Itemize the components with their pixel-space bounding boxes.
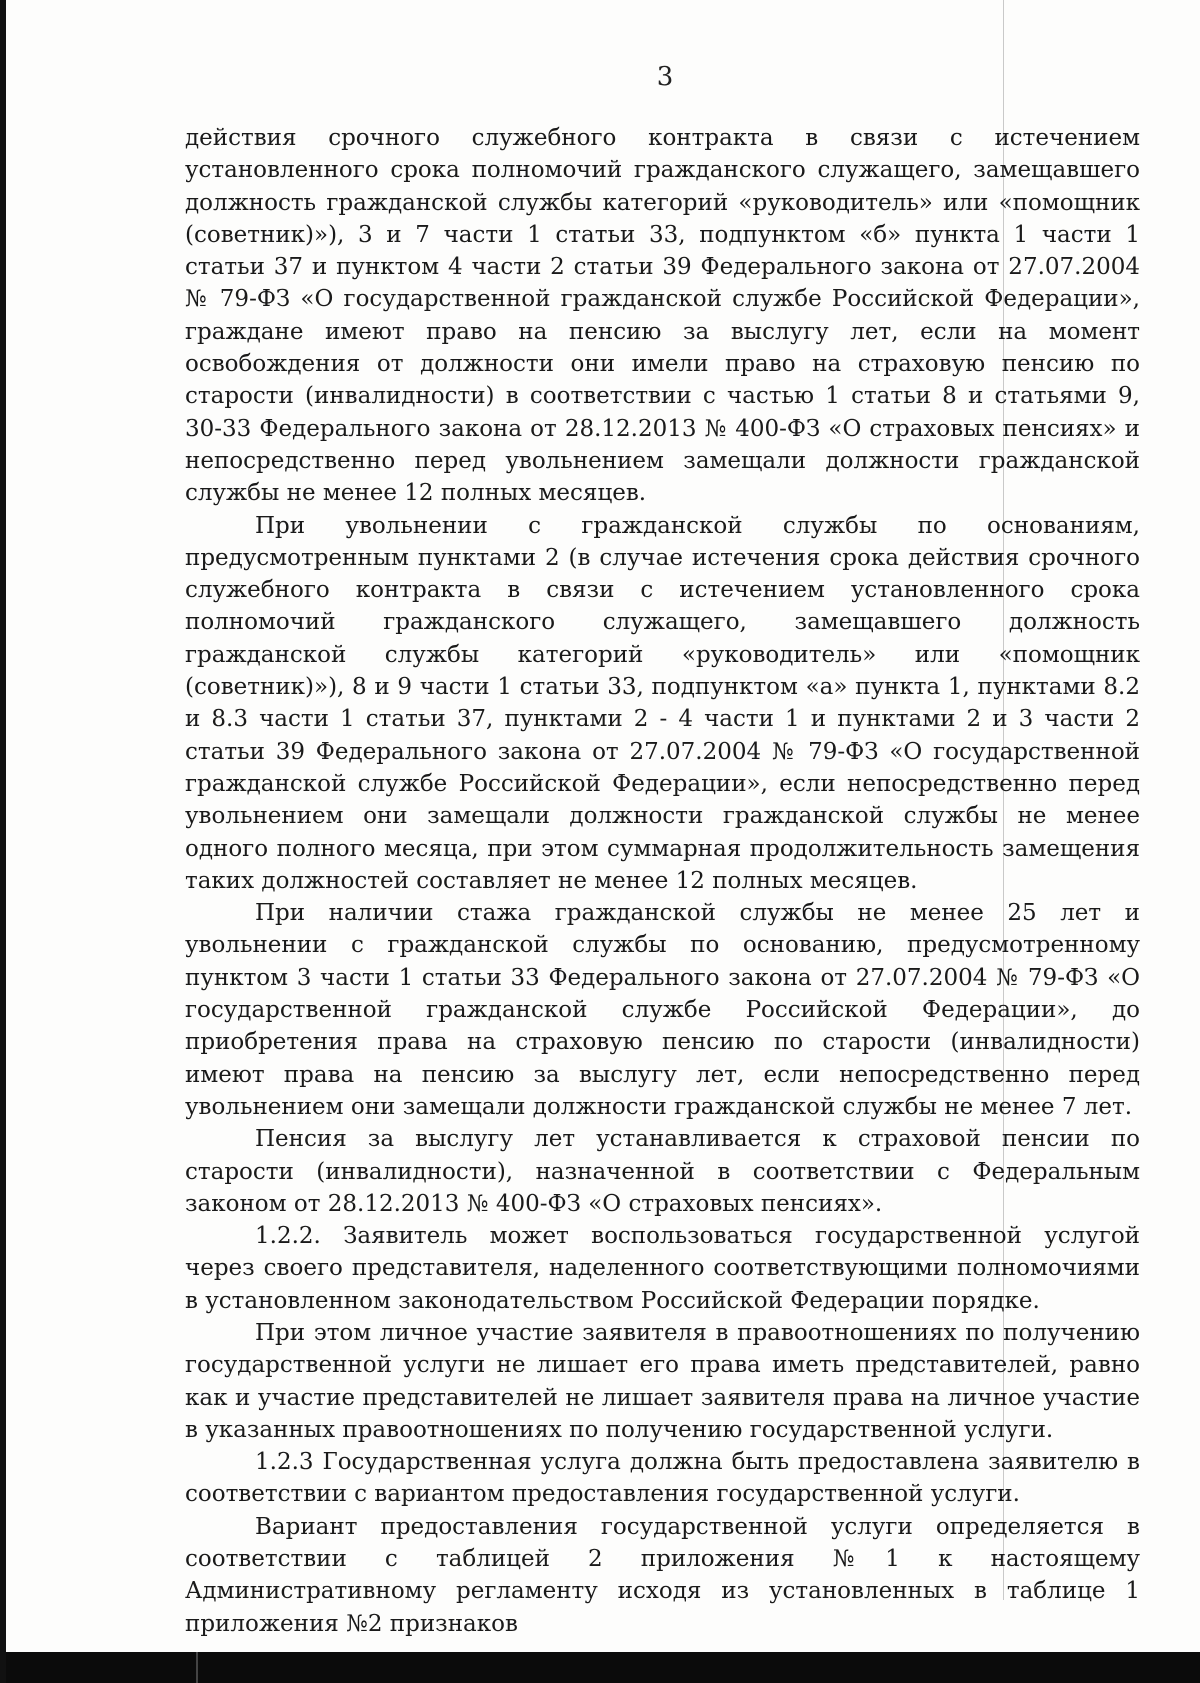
paragraph: Вариант предоставления государственной услуги определяется в соответствии с таблицей 2 приложения №1 к настоящему Административному регламенту исходя из установленных в таблице 1 приложения №2 признаков [185, 1513, 1140, 1637]
paragraph: Пенсия за выслугу лет устанавливается к страховой пенсии по старости (инвалидности), назначенной в соответствии с Федеральным законом от 28.12.2013 № 400-ФЗ «О страховых пенсиях». [185, 1126, 1140, 1217]
paragraph: При этом личное участие заявителя в правоотношениях по получению государственной услуги не лишает его права иметь представителей, равно как и участие представителей не лишает заявителя права на личное участие в указанных правоотношениях по получению государственной услуги. [185, 1319, 1140, 1443]
paragraph: При увольнении с гражданской службы по основаниям, предусмотренным пунктами 2 (в случае истечения срока действия срочного служебного контракта в связи с истечением установленного срока полномочий гражданского служащего, замещавшего должность гражданской службы категорий «руководитель» или «помощник (советник)»), 8 и 9 части 1 статьи 33, подпунктом «а» пункта 1, пунктами 8.2 и 8.3 части 1 статьи 37, пунктами 2 - 4 части 1 и пунктами 2 и 3 части 2 статьи 39 Федерального закона от 27.07.2004 № 79-ФЗ «О государственной гражданской службе Российской Федерации», если непосредственно перед увольнением они замещали должности гражданской службы не менее одного полного месяца, при этом суммарная продолжительность замещения таких должностей составляет не менее 12 полных месяцев. [185, 512, 1140, 894]
scan-bottom-band-gap [196, 1652, 198, 1683]
paragraph: действия срочного служебного контракта в связи с истечением установленного срока полномочий гражданского служащего, замещавшего должность гражданской службы категорий «руководитель» или «помощник (советник)»), 3 и 7 части 1 статьи 33, подпунктом «б» пункта 1 части 1 статьи 37 и пунктом 4 части 2 статьи 39 Федерального закона от 27.07.2004 № 79-ФЗ «О государственной гражданской службе Российской Федерации», граждане имеют право на пенсию за выслугу лет, если на момент освобождения от должности они имели право на страховую пенсию по старости (инвалидности) в соответствии с частью 1 статьи 8 и статьями 9, 30-33 Федерального закона от 28.12.2013 № 400-ФЗ «О страховых пенсиях» и непосредственно перед увольнением замещали должности гражданской службы не менее 12 полных месяцев. [185, 125, 1140, 507]
scan-left-edge [0, 0, 6, 1683]
paragraph: 1.2.3 Государственная услуга должна быть предоставлена заявителю в соответствии с вариантом предоставления государственной услуги. [185, 1449, 1140, 1508]
page-number: 3 [656, 62, 674, 92]
paragraph: При наличии стажа гражданской службы не менее 25 лет и увольнении с гражданской службы по основанию, предусмотренному пунктом 3 части 1 статьи 33 Федерального закона от 27.07.2004 № 79-ФЗ «О государственной гражданской службе Российской Федерации», до приобретения права на страховую пенсию по старости (инвалидности) имеют права на пенсию за выслугу лет, если непосредственно перед увольнением они замещали должности гражданской службы не менее 7 лет. [185, 900, 1140, 1120]
scan-bottom-band [6, 1652, 1200, 1683]
document-body [185, 122, 1140, 1640]
paragraph: 1.2.2. Заявитель может воспользоваться государственной услугой через своего представителя, наделенного соответствующими полномочиями в установленном законодательством Российской Федерации порядке. [185, 1223, 1140, 1314]
